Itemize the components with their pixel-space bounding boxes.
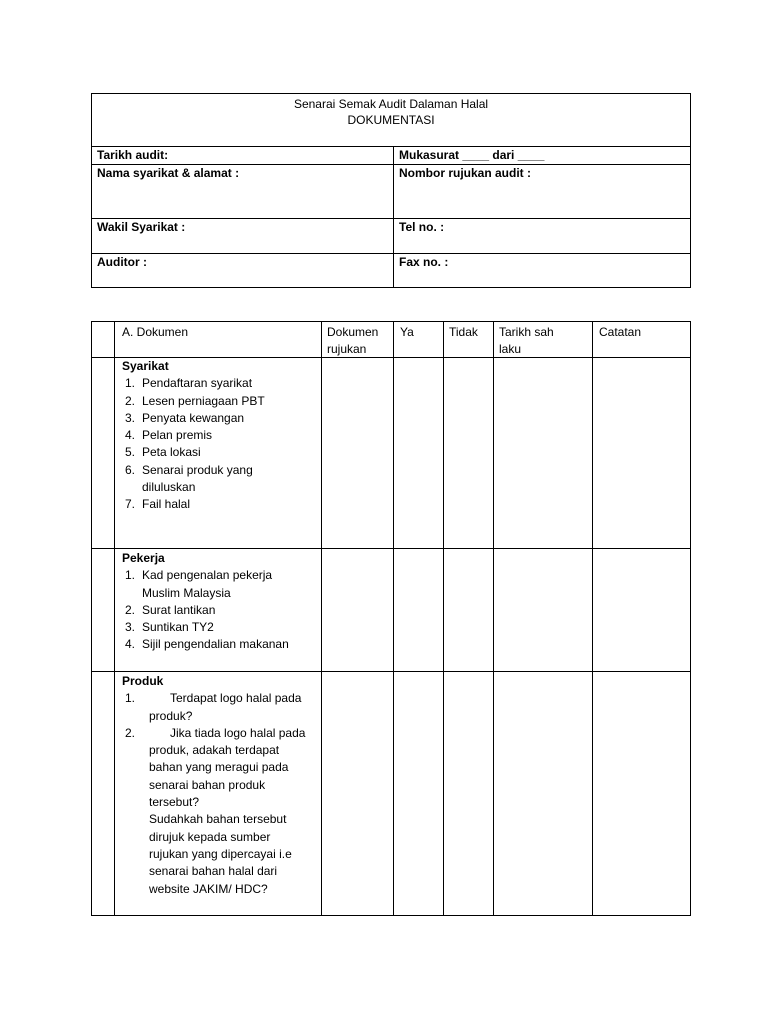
column-header-tarikh-line1: Tarikh sah bbox=[499, 325, 554, 339]
list-item bbox=[122, 393, 265, 410]
produk-extra-question bbox=[122, 811, 305, 897]
extra-line: rujukan yang dipercayai i.e bbox=[149, 846, 292, 861]
item-number: 4. bbox=[125, 428, 136, 443]
item-number: 3. bbox=[125, 620, 136, 635]
list-item bbox=[122, 375, 265, 392]
col-divider bbox=[443, 322, 444, 915]
field-wakil-syarikat: Wakil Syarikat : bbox=[92, 219, 394, 253]
document-subtitle: DOKUMENTASI bbox=[347, 113, 435, 127]
item-text: Suntikan TY2 bbox=[142, 620, 214, 635]
item-number: 2. bbox=[125, 393, 136, 408]
item-text: Kad pengenalan pekerja bbox=[142, 568, 273, 583]
col-divider bbox=[321, 322, 322, 915]
col-divider bbox=[493, 322, 494, 915]
item-text: Pendaftaran syarikat bbox=[142, 376, 253, 391]
field-tel-no: Tel no. : bbox=[399, 220, 445, 234]
column-header-dokumen: A. Dokumen bbox=[122, 325, 189, 339]
item-number: 6. bbox=[125, 462, 136, 477]
extra-line: senarai bahan halal dari bbox=[149, 864, 278, 879]
header-row-tarikh bbox=[92, 147, 690, 165]
field-mukasurat: Mukasurat ____ dari ____ bbox=[399, 148, 545, 162]
item-text: Sijil pengendalian makanan bbox=[142, 637, 289, 652]
item-text-continued: produk, adakah terdapat bbox=[149, 743, 280, 758]
header-title-block bbox=[92, 94, 690, 147]
field-tarikh-audit: Tarikh audit: bbox=[92, 147, 394, 164]
item-text-continued: bahan yang meragui pada bbox=[149, 760, 289, 775]
column-header-dokumen-rujukan-line2: rujukan bbox=[327, 342, 367, 356]
item-text: Penyata kewangan bbox=[142, 410, 245, 425]
row-divider bbox=[92, 671, 690, 672]
item-text-continued: tersebut? bbox=[149, 795, 200, 810]
column-header-ya: Ya bbox=[400, 325, 414, 339]
col-divider bbox=[592, 322, 593, 915]
item-number: 4. bbox=[125, 637, 136, 652]
col-divider bbox=[393, 322, 394, 915]
column-header-tarikh-line2: laku bbox=[499, 342, 522, 356]
item-text: Terdapat logo halal pada bbox=[170, 691, 302, 706]
section-title: Syarikat bbox=[122, 359, 169, 373]
col-divider bbox=[114, 322, 115, 915]
section-pekerja bbox=[122, 550, 289, 654]
item-number: 7. bbox=[125, 497, 136, 512]
row-divider bbox=[92, 548, 690, 549]
column-header-dokumen-rujukan-line1: Dokumen bbox=[327, 325, 379, 339]
list-item bbox=[122, 496, 265, 513]
item-number: 1. bbox=[125, 691, 136, 706]
audit-header-table bbox=[91, 93, 691, 288]
item-number: 2. bbox=[125, 602, 136, 617]
list-item bbox=[122, 636, 289, 653]
item-text: Peta lokasi bbox=[142, 445, 201, 460]
item-number: 1. bbox=[125, 376, 136, 391]
list-item bbox=[122, 619, 289, 636]
item-text: Surat lantikan bbox=[142, 602, 216, 617]
section-title: Pekerja bbox=[122, 551, 165, 565]
field-auditor: Auditor : bbox=[92, 254, 394, 288]
section-produk bbox=[122, 673, 305, 898]
column-header-tidak: Tidak bbox=[449, 325, 478, 339]
extra-line: website JAKIM/ HDC? bbox=[149, 881, 268, 896]
document-title: Senarai Semak Audit Dalaman Halal bbox=[293, 97, 489, 111]
item-number: 3. bbox=[125, 410, 136, 425]
list-item bbox=[122, 725, 305, 811]
header-row-nama bbox=[92, 165, 690, 219]
item-text: Lesen perniagaan PBT bbox=[142, 393, 265, 408]
item-text-continued: Muslim Malaysia bbox=[142, 585, 231, 600]
column-header-tarikh-sah-laku bbox=[499, 324, 554, 358]
list-item bbox=[122, 690, 305, 725]
list-item bbox=[122, 602, 289, 619]
item-text-continued: senarai bahan produk bbox=[149, 777, 266, 792]
column-header-catatan: Catatan bbox=[599, 325, 642, 339]
item-text: Jika tiada logo halal pada bbox=[170, 725, 306, 740]
item-text: Pelan premis bbox=[142, 428, 213, 443]
checklist-table bbox=[91, 321, 691, 916]
column-header-dokumen-rujukan bbox=[327, 324, 378, 358]
list-item bbox=[122, 444, 265, 461]
list-item bbox=[122, 462, 265, 497]
item-text-continued: produk? bbox=[149, 708, 193, 723]
field-fax-no: Fax no. : bbox=[399, 255, 449, 269]
header-row-wakil bbox=[92, 219, 690, 254]
extra-line: dirujuk kepada sumber bbox=[149, 829, 271, 844]
header-row-auditor bbox=[92, 254, 690, 288]
item-text: Senarai produk yang bbox=[142, 462, 253, 477]
section-title: Produk bbox=[122, 674, 164, 688]
list-item bbox=[122, 410, 265, 427]
list-item bbox=[122, 427, 265, 444]
item-number: 2. bbox=[125, 725, 136, 740]
field-nombor-rujukan: Nombor rujukan audit : bbox=[399, 166, 531, 180]
section-syarikat bbox=[122, 358, 265, 514]
item-text: Fail halal bbox=[142, 497, 191, 512]
item-text-continued: diluluskan bbox=[142, 480, 196, 495]
item-number: 1. bbox=[125, 568, 136, 583]
extra-line: Sudahkah bahan tersebut bbox=[149, 812, 287, 827]
list-item bbox=[122, 567, 289, 602]
field-nama-syarikat: Nama syarikat & alamat : bbox=[92, 165, 394, 218]
item-number: 5. bbox=[125, 445, 136, 460]
